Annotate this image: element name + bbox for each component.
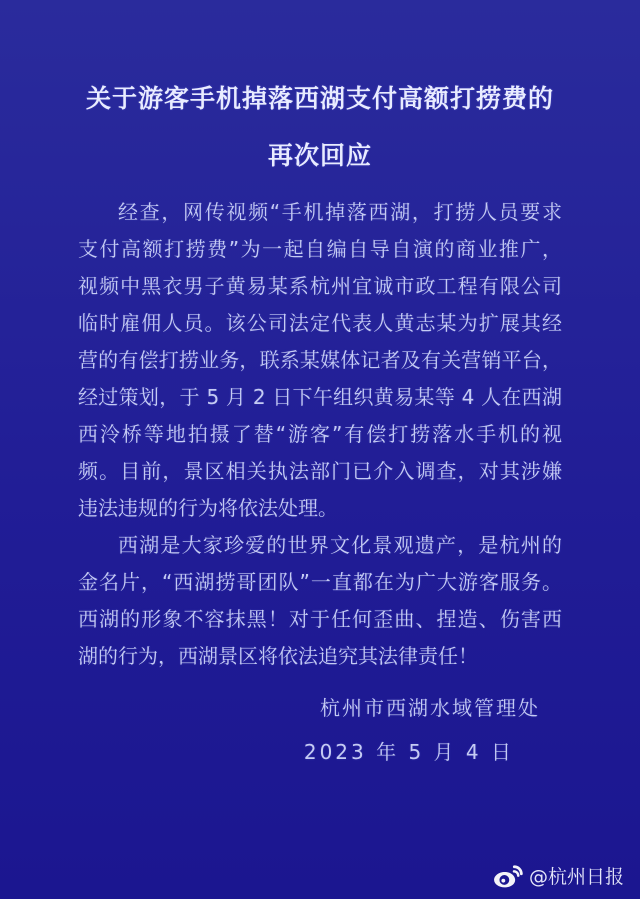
signature-date: 2023 年 5 月 4 日 — [303, 740, 514, 764]
signature-organization: 杭州市西湖水域管理处 — [320, 696, 540, 720]
text-line: 西湖是大家珍爱的世界文化景观遗产，是杭州的 — [118, 533, 562, 557]
signature-block — [0, 692, 640, 765]
weibo-icon — [493, 863, 523, 889]
text-line: 经过策划，于 5 月 2 日下午组织黄易某等 4 人在西湖 — [78, 385, 562, 409]
text-line: 营的有偿打捞业务，联系某媒体记者及有关营销平台， — [78, 348, 562, 372]
text-line: 支付高额打捞费”为一起自编自导自演的商业推广， — [78, 237, 562, 261]
title-line-1: 关于游客手机掉落西湖支付高额打捞费的 — [85, 84, 554, 113]
text-line: 西泠桥等地拍摄了替“游客”有偿打捞落水手机的视 — [78, 422, 562, 446]
text-line: 违法违规的行为将依法处理。 — [78, 496, 338, 520]
paragraph-2 — [78, 527, 562, 675]
watermark — [493, 862, 624, 889]
text-line: 视频中黑衣男子黄易某系杭州宜诚市政工程有限公司 — [78, 274, 562, 298]
text-line: 频。目前，景区相关执法部门已介入调查，对其涉嫌 — [78, 459, 562, 483]
title-line-2: 再次回应 — [267, 141, 372, 170]
watermark-label: @杭州日报 — [528, 866, 624, 888]
text-line: 临时雇佣人员。该公司法定代表人黄志某为扩展其经 — [78, 311, 562, 335]
paragraph-1 — [78, 194, 562, 527]
text-line: 金名片，“西湖捞哥团队”一直都在为广大游客服务。 — [78, 570, 562, 594]
announcement-body — [0, 194, 640, 675]
announcement-title — [0, 0, 640, 184]
text-line: 湖的行为，西湖景区将依法追究其法律责任！ — [78, 644, 478, 668]
text-line: 西湖的形象不容抹黑！对于任何歪曲、捏造、伤害西 — [78, 607, 562, 631]
text-line: 经查，网传视频“手机掉落西湖，打捞人员要求 — [118, 200, 562, 224]
